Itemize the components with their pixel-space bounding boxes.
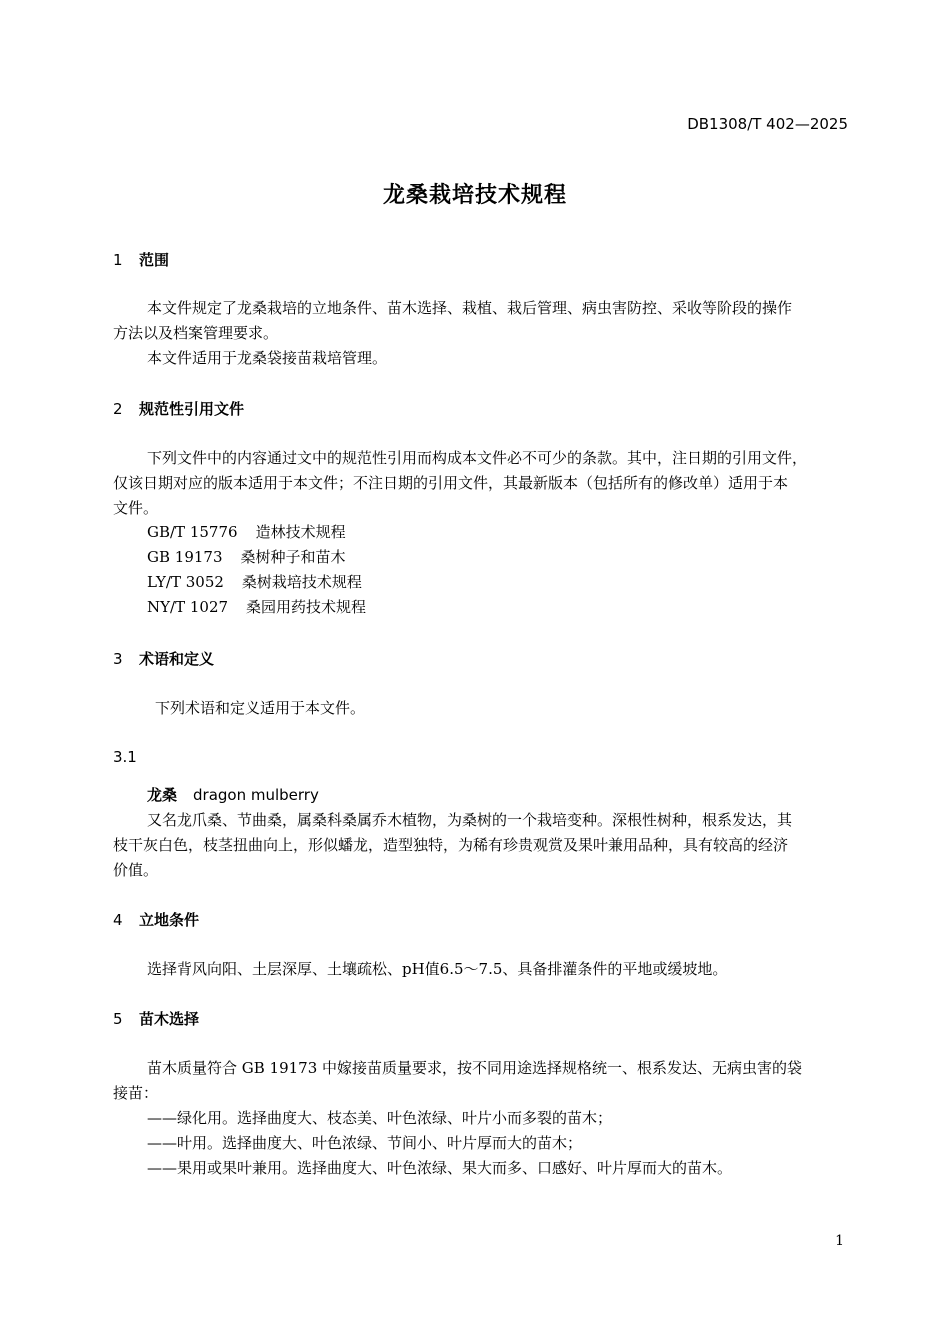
reference-name: 桑树栽培技术规程 [241, 573, 362, 591]
normative-reference [147, 546, 346, 567]
section-number: 4 [113, 911, 123, 929]
section-2-paragraph-line-1: 下列文件中的内容通过文中的规范性引用而构成本文件必不可少的条款。其中，注日期的引用文件， [147, 449, 808, 467]
section-2-heading [113, 398, 244, 419]
section-title: 规范性引用文件 [139, 400, 245, 418]
document-title: 龙桑栽培技术规程 [382, 183, 567, 208]
term-number: 3.1 [113, 748, 137, 766]
section-3-heading [113, 648, 214, 669]
section-5-heading [113, 1008, 199, 1029]
normative-reference [147, 571, 362, 592]
section-2-paragraph-line-2: 仅该日期对应的版本适用于本文件；不注日期的引用文件，其最新版本（包括所有的修改单）适用于本 [113, 474, 789, 492]
term-english: dragon mulberry [193, 786, 319, 804]
reference-name: 桑树种子和苗木 [240, 548, 346, 566]
term-definition-line-1: 又名龙爪桑、节曲桑，属桑科桑属乔木植物，为桑树的一个栽培变种。深根性树种，根系发达，其 [147, 811, 793, 829]
section-title: 立地条件 [139, 911, 200, 929]
reference-name: 造林技术规程 [255, 523, 346, 541]
section-1-paragraph-1-line-2: 方法以及档案管理要求。 [113, 324, 279, 342]
section-2-paragraph-line-3: 文件。 [113, 499, 159, 517]
section-title: 苗木选择 [139, 1010, 200, 1028]
section-number: 2 [113, 400, 123, 418]
normative-reference [147, 596, 366, 617]
term-entry [113, 783, 319, 808]
page-number: 1 [835, 1233, 844, 1249]
section-4-heading [113, 909, 199, 930]
term-chinese: 龙桑 [147, 786, 178, 804]
list-item: ——绿化用。选择曲度大、枝态美、叶色浓绿、叶片小而多裂的苗木； [147, 1109, 613, 1127]
reference-code: NY/T 1027 [147, 598, 229, 616]
term-definition-line-2: 枝干灰白色，枝茎扭曲向上，形似蟠龙，造型独特，为稀有珍贵观赏及果叶兼用品种，具有较高的经济 [113, 836, 789, 854]
section-title: 术语和定义 [139, 650, 215, 668]
normative-reference [147, 521, 346, 542]
section-title: 范围 [139, 251, 170, 269]
section-5-paragraph-line-2: 接苗： [113, 1084, 159, 1102]
section-3-paragraph: 下列术语和定义适用于本文件。 [155, 699, 366, 717]
section-1-heading [113, 249, 169, 270]
reference-code: GB 19173 [147, 548, 223, 566]
list-item: ——叶用。选择曲度大、叶色浓绿、节间小、叶片厚而大的苗木； [147, 1134, 583, 1152]
reference-code: GB/T 15776 [147, 523, 238, 541]
section-4-paragraph: 选择背风向阳、土层深厚、土壤疏松、pH值6.5～7.5、具备排灌条件的平地或缓坡地。 [147, 960, 728, 978]
section-number: 3 [113, 650, 123, 668]
section-number: 5 [113, 1010, 123, 1028]
reference-code: LY/T 3052 [147, 573, 224, 591]
list-item: ——果用或果叶兼用。选择曲度大、叶色浓绿、果大而多、口感好、叶片厚而大的苗木。 [147, 1159, 733, 1177]
section-number: 1 [113, 251, 123, 269]
section-5-paragraph-line-1: 苗木质量符合 GB 19173 中嫁接苗质量要求，按不同用途选择规格统一、根系发达、无病虫害的袋 [147, 1059, 803, 1077]
term-definition-line-3: 价值。 [113, 861, 159, 879]
section-1-paragraph-1-line-1: 本文件规定了龙桑栽培的立地条件、苗木选择、栽植、栽后管理、病虫害防控、采收等阶段的操作 [147, 299, 793, 317]
reference-name: 桑园用药技术规程 [246, 598, 367, 616]
document-number: DB1308/T 402—2025 [687, 115, 848, 133]
section-1-paragraph-2: 本文件适用于龙桑袋接苗栽培管理。 [147, 349, 388, 367]
